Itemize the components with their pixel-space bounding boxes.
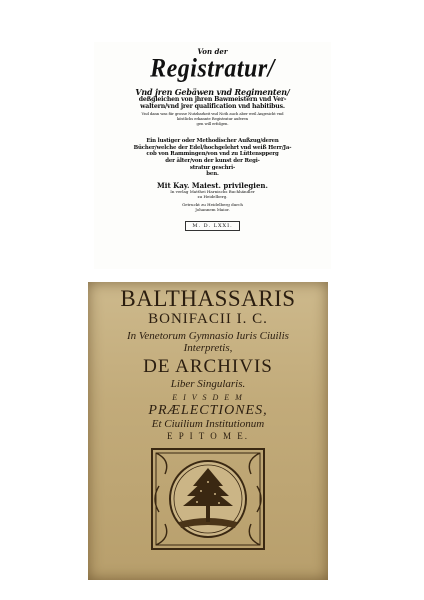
subtitle-line-1: Vnd jren Gebäwen vnd Regimenten/ bbox=[135, 86, 290, 97]
subtitle-line-4: Vnd dann was für grosse Nutzbarkeit vnd Noth auch aber weil Angesicht vnd bbox=[141, 110, 284, 116]
subtitle-line-6: gen will erfolgen. bbox=[196, 120, 229, 126]
epitome-line: E P I T O M E. bbox=[166, 431, 250, 442]
civilium-line: Et Ciuilium Institutionum bbox=[151, 418, 265, 431]
affiliation-line-1: In Venetorum Gymnasio Iuris Ciuilis bbox=[127, 329, 289, 342]
subtitle-line-3: waltern/vnd jrer qualification vnd habitibus. bbox=[140, 103, 285, 111]
description-line-4: der älter/von der kunst der Regi- bbox=[165, 157, 260, 164]
liber-singularis: Liber Singularis. bbox=[170, 377, 246, 390]
work-title: DE ARCHIVIS bbox=[143, 355, 273, 377]
printer-line-1: Getruckt zu Heidelberg durch bbox=[181, 201, 244, 207]
author-name: BALTHASSARIS bbox=[120, 286, 296, 311]
privilege-line: Mit Kay. Maiest. privilegien. bbox=[157, 180, 268, 190]
title-page-registratur bbox=[94, 42, 331, 269]
description-line-6: ben. bbox=[206, 171, 219, 178]
praelectiones-line: PRÆLECTIONES, bbox=[148, 402, 268, 418]
affiliation-line-2: Interpretis, bbox=[183, 341, 233, 354]
description-line-5: stratur geschri- bbox=[189, 164, 236, 171]
printer-line-2: Johannem Maior. bbox=[195, 206, 230, 212]
publisher-line-2: zu Heidelberg. bbox=[197, 194, 228, 200]
subtitle-line-5: köstlichs erkannte Registratur auferen bbox=[176, 115, 249, 121]
title-registratur: Registratur/ bbox=[150, 54, 275, 84]
title-page-de-archivis bbox=[88, 282, 328, 580]
author-surname: BONIFACII I. C. bbox=[148, 311, 268, 328]
eiusdem-line: E I V S D E M bbox=[172, 392, 244, 402]
title-von-der: Von der bbox=[197, 47, 228, 56]
description-line-1: Ein lustiger oder Methodischer Außzug/deren bbox=[146, 137, 279, 144]
description-line-2: Bücher/welche der Edel/hochgelehrt vnd weiß Herr/Ja- bbox=[133, 144, 292, 151]
description-line-3: cob von Rammingen/von vnd zu Lüttenspperg bbox=[146, 151, 279, 158]
subtitle-line-2: deßgleichen von jhren Bawmeistern vnd Ver- bbox=[138, 95, 287, 103]
printers-mark-tree-emblem bbox=[149, 446, 267, 552]
publication-date: M. D. LXXI. bbox=[185, 221, 239, 231]
publisher-line-1: In verlag Matthei Harnischs Buchhändler bbox=[170, 189, 255, 195]
